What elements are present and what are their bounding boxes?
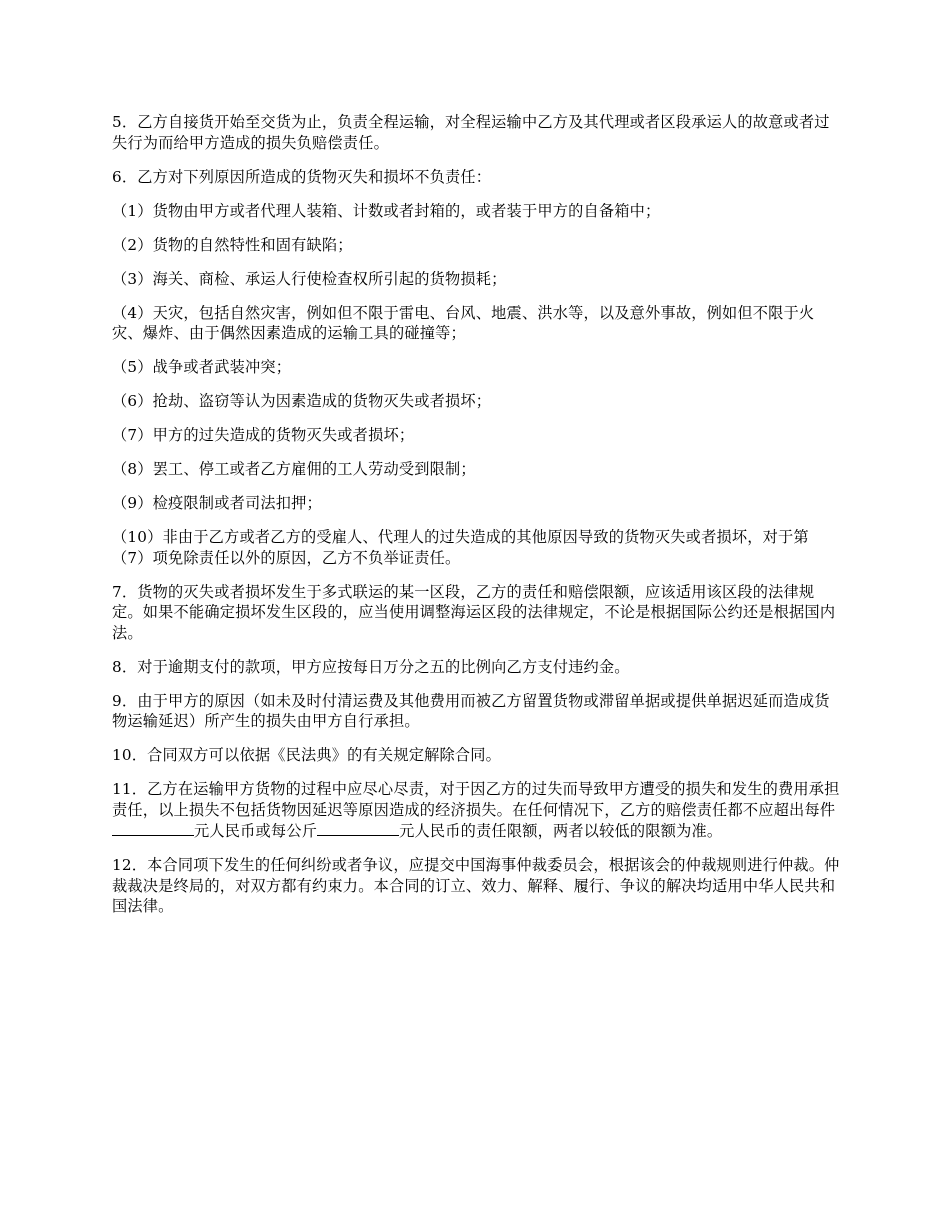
clause-11-text-1: 11．乙方在运输甲方货物的过程中应尽心尽责，对于因乙方的过失而导致甲方遭受的损失和发生的费用承担责任，以上损失不包括货物因延迟等原因造成的经济损失。在任何情况下，乙方的赔偿责任都不应超出每件 [112,780,840,819]
clause-6-item-7: （7）甲方的过失造成的货物灭失或者损坏； [112,426,415,444]
clause-6-item-9: （9）检疫限制或者司法扣押； [112,494,322,512]
contract-page [112,112,840,930]
clause-8: 8．对于逾期支付的款项，甲方应按每日万分之五的比例向乙方支付违约金。 [112,657,630,676]
clause-11-text-2: 元人民币或每公斤 [194,822,318,840]
clause-6-item-6: （6）抢劫、盗窃等认为因素造成的货物灭失或者损坏； [112,392,492,410]
clause-6-item-1: （1）货物由甲方或者代理人装箱、计数或者封箱的，或者装于甲方的自备箱中； [112,201,661,220]
clause-6-item-5: （5）战争或者武装冲突； [112,358,292,376]
clause-11 [112,779,840,842]
clause-6-item-3: （3）海关、商检、承运人行使检查权所引起的货物损耗； [112,269,507,288]
clause-7: 7．货物的灭失或者损坏发生于多式联运的某一区段，乙方的责任和赔偿限额，应该适用该区段的法律规定。如果不能确定损坏发生区段的，应当使用调整海运区段的法律规定，不论是根据国际公约还是根据国内法。 [112,582,836,642]
per-piece-limit-blank [112,820,194,836]
per-kilogram-limit-blank [317,820,399,836]
clause-6-item-10: （10）非由于乙方或者乙方的受雇人、代理人的过失造成的其他原因导致的货物灭失或者损坏，对于第（7）项免除责任以外的原因，乙方不负举证责任。 [112,528,809,567]
clause-6-item-4: （4）天灾，包括自然灾害，例如但不限于雷电、台风、地震、洪水等，以及意外事故，例如但不限于火灾、爆炸、由于偶然因素造成的运输工具的碰撞等； [112,303,815,342]
clause-6-item-2: （2）货物的自然特性和固有缺陷； [112,235,353,254]
clause-6-item-8: （8）罢工、停工或者乙方雇佣的工人劳动受到限制； [112,460,476,478]
clause-12: 12．本合同项下发生的任何纠纷或者争议，应提交中国海事仲裁委员会，根据该会的仲裁规则进行仲裁。仲裁裁决是终局的，对双方都有约束力。本合同的订立、效力、解释、履行、争议的解决均适用中华人民共和国法律。 [112,856,840,915]
clause-11-text-3: 元人民币的责任限额，两者以较低的限额为准。 [399,822,723,840]
clause-6-heading: 6．乙方对下列原因所造成的货物灭失和损坏不负责任： [112,167,492,186]
clause-5: 5．乙方自接货开始至交货为止，负责全程运输，对全程运输中乙方及其代理或者区段承运人的故意或者过失行为而给甲方造成的损失负赔偿责任。 [112,113,830,152]
clause-10: 10．合同双方可以依据《民法典》的有关规定解除合同。 [112,746,502,764]
clause-9: 9．由于甲方的原因（如未及时付清运费及其他费用而被乙方留置货物或滞留单据或提供单据迟延而造成货物运输延迟）所产生的损失由甲方自行承担。 [112,691,830,730]
